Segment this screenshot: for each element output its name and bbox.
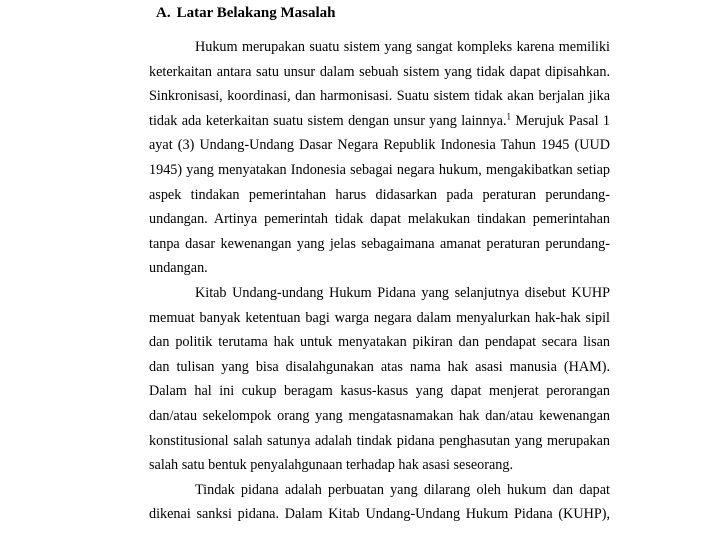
section-heading [156,3,336,23]
section-title: Latar Belakang Masalah [176,5,336,21]
paragraph-2-line-3: dan politik terutama hak untuk menyatakan pikiran dan pendapat secara lisan [149,334,610,351]
paragraph-3-line-1: Tindak pidana adalah perbuatan yang dilarang oleh hukum dan dapat [195,481,610,498]
paragraph-2-line-1: Kitab Undang-undang Hukum Pidana yang selanjutnya disebut KUHP [195,284,610,301]
body-text [149,35,610,527]
paragraph-1-line-3: Sinkronisasi, koordinasi, dan harmonisasi. Suatu sistem tidak akan berjalan jika [149,88,610,105]
paragraph-1-line-8: undangan. Artinya pemerintah tidak dapat melakukan tindakan pemerintahan [149,211,610,228]
paragraph-1-line-5: ayat (3) Undang-Undang Dasar Negara Republik Indonesia Tahun 1945 (UUD [149,137,610,154]
paragraph-2-line-4: dan tulisan yang bisa disalahgunakan atas nama hak asasi manusia (HAM). [149,358,610,375]
paragraph-2-line-6: dan/atau sekelompok orang yang mengatasnamakan hak dan/atau kewenangan [149,407,610,424]
paragraph-1-line-7: aspek tindakan pemerintahan harus didasarkan pada peraturan perundang- [149,186,610,203]
paragraph-2-line-8: salah satu bentuk penyalahgunaan terhadap hak asasi seseorang. [149,457,514,474]
paragraph-1-line-9: tanpa dasar kewenangan yang jelas sebagaimana amanat peraturan perundang- [149,235,610,252]
section-number: A. [156,5,171,21]
paragraph-1-line-4-tail: Merujuk Pasal 1 [511,112,610,129]
paragraph-1-line-1: Hukum merupakan suatu sistem yang sangat kompleks karena memiliki [195,39,610,55]
paragraph-2-line-2: memuat banyak ketentuan bagi warga negara dalam menyalurkan hak-hak sipil [149,309,610,326]
paragraph-1-line-10: undangan. [149,260,208,277]
paragraph-1-line-2: keterkaitan antara satu unsur dalam sebuah sistem yang tidak dapat dipisahkan. [149,63,610,80]
paragraph-1-line-6: 1945) yang menyatakan Indonesia sebagai negara hukum, mengakibatkan setiap [149,161,610,178]
paragraph-1-line-4-text: tidak ada keterkaitan suatu sistem dengan unsur yang lainnya. [149,112,507,129]
paragraph-1-line-4 [149,109,610,134]
paragraph-2-line-7: konstitusional salah satunya adalah tindak pidana penghasutan yang merupakan [149,432,610,449]
paragraph-3-line-2: dikenai sanksi pidana. Dalam Kitab Undang-Undang Hukum Pidana (KUHP), [149,506,610,523]
footnote-marker[interactable]: 1 [506,111,512,122]
paragraph-2-line-5: Dalam hal ini cukup beragam kasus-kasus yang dapat menjerat perorangan [149,383,610,400]
